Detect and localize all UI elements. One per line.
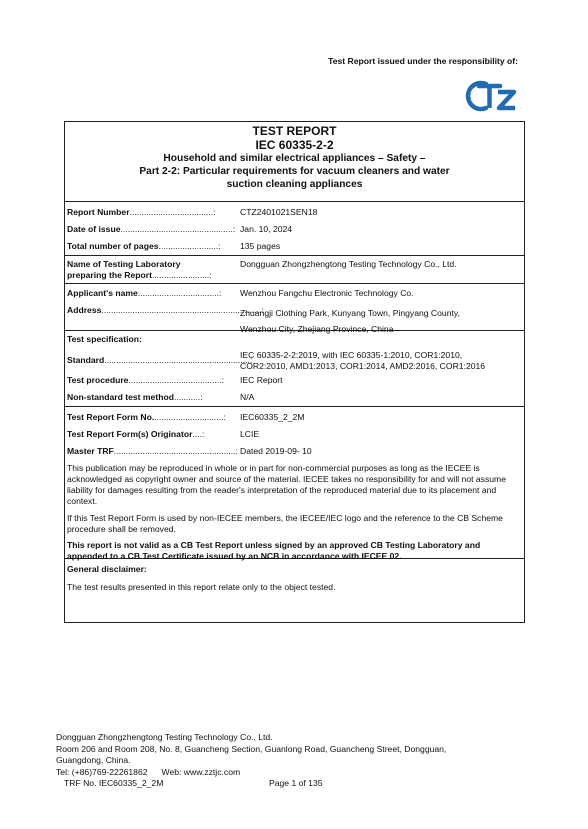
standard-row: Standard.............................................................: IEC 60335-2-2:2019, with IEC 60335-1:2010, COR1:2010, COR2:2010, AMD1:2013, COR1:2014, AMD2:2016, COR1:2016: [65, 348, 524, 372]
footer-address-2: Guangdong, China.: [56, 755, 131, 765]
report-number-label: Report Number: [67, 207, 130, 217]
form-no: IEC60335_2_2M: [240, 412, 305, 422]
nonstd-method: N/A: [240, 392, 255, 402]
footer-page-number: Page 1 of 135: [269, 778, 323, 788]
applicant-name-row: Applicant's name..................................: Wenzhou Fangchu Electronic Technology Co.: [65, 285, 524, 302]
report-title: TEST REPORT: [252, 124, 337, 138]
lab-label-2: preparing the Report: [67, 270, 152, 280]
title-line-2: Part 2-2: Particular requirements for vacuum cleaners and water: [139, 166, 450, 177]
form-no-label: Test Report Form No.: [67, 412, 155, 422]
procedure-row: Test procedure.......................................: IEC Report: [65, 372, 524, 389]
non-iecee-notice: If this Test Report Form is used by non-IECEE members, the IECEE/IEC logo and the reference to the CB Scheme procedure shall be removed.: [67, 513, 503, 534]
report-frame: [64, 121, 525, 623]
copyright-notice: This publication may be reproduced in whole or in part for non-commercial purposes as long as the IECEE is acknowledged as copyright owner and source of the material. IECEE takes no responsibility for and will not assume liability for damages resulting from the reader's interpretation of the reproduced material due to its placement and context.: [67, 463, 506, 506]
master-trf: Dated 2019-09- 10: [240, 446, 312, 456]
applicant-name-label: Applicant's name: [67, 288, 138, 298]
spec-section: [65, 331, 524, 407]
standard-line-1: IEC 60335-2-2:2019, with IEC 60335-1:2010, COR1:2010,: [240, 350, 463, 360]
report-title-block: [65, 122, 524, 202]
title-line-1: Household and similar electrical appliances – Safety –: [163, 153, 426, 164]
test-procedure: IEC Report: [240, 375, 283, 385]
footer-trf: TRF No. IEC60335_2_2M: [64, 778, 164, 788]
footer-web: Web: www.zztjc.com: [161, 766, 241, 777]
originator-label: Test Report Form(s) Originator: [67, 429, 193, 439]
standard-title: IEC 60335-2-2: [255, 138, 334, 152]
date-of-issue-row: Date of issue...............................................: Jan. 10, 2024: [65, 221, 524, 238]
address-row: Address...................................................................: Zhuangji Clothing Park, Kunyang Town, Pingyang County, Wenzhou City, Zhejiang Province, China: [65, 302, 524, 330]
ctz-logo: [466, 78, 518, 114]
responsibility-note: Test Report issued under the responsibility of:: [328, 56, 518, 66]
address-line-1: Zhuangji Clothing Park, Kunyang Town, Pingyang County,: [240, 308, 460, 318]
disclaimer-section: [65, 559, 524, 595]
lab-section: Name of Testing Laboratory preparing the Report........................: Dongguan Zhongzhengtong Testing Technology Co., Ltd.: [65, 256, 524, 284]
total-pages-row: Total number of pages.........................: 135 pages: [65, 238, 524, 255]
standard-label: Standard: [67, 355, 105, 365]
address-label: Address: [67, 305, 102, 315]
lab-name: Dongguan Zhongzhengtong Testing Technology Co., Ltd.: [240, 259, 457, 269]
total-pages: 135 pages: [240, 241, 281, 251]
validity-notice: This report is not valid as a CB Test Report unless signed by an approved CB Testing Laboratory and appended to a CB Test Certificate issued by an NCB in accordance with IECEE 02.: [67, 540, 481, 561]
disclaimer-text: The test results presented in this report relate only to the object tested.: [67, 582, 336, 592]
procedure-label: Test procedure: [67, 375, 129, 385]
footer-company: Dongguan Zhongzhengtong Testing Technology Co., Ltd.: [56, 732, 273, 742]
originator-row: Test Report Form(s) Originator....: LCIE: [65, 426, 524, 443]
nonstd-label: Non-standard test method: [67, 392, 174, 402]
form-no-row: Test Report Form No..............................: IEC60335_2_2M: [65, 409, 524, 426]
spec-heading: Test specification:: [67, 334, 142, 344]
footer-address-1: Room 206 and Room 208, No. 8, Guancheng Section, Guanlong Road, Guancheng Street, Dongguan,: [56, 743, 447, 754]
report-number-row: Report Number...................................: CTZ2401021SEN18: [65, 204, 524, 221]
applicant-section: [65, 284, 524, 334]
lab-label-1: Name of Testing Laboratory: [67, 259, 181, 269]
page-footer: [56, 732, 526, 790]
originator: LCIE: [240, 429, 260, 439]
date-label: Date of issue: [67, 224, 121, 234]
form-and-notices-section: [65, 407, 524, 559]
report-info-section: [65, 202, 524, 256]
disclaimer-heading: General disclaimer:: [67, 564, 147, 574]
report-number: CTZ2401021SEN18: [240, 207, 318, 217]
master-trf-row: Master TRF...................................................: Dated 2019-09- 10: [65, 443, 524, 460]
address-line-2: Wenzhou City, Zhejiang Province, China: [240, 324, 394, 334]
pages-label: Total number of pages: [67, 241, 159, 251]
master-trf-label: Master TRF: [67, 446, 114, 456]
nonstd-row: Non-standard test method...........: N/A: [65, 389, 524, 406]
standard-line-2: COR2:2010, AMD1:2013, COR1:2014, AMD2:2016, COR1:2016: [240, 361, 486, 371]
date-of-issue: Jan. 10, 2024: [240, 224, 293, 234]
footer-tel: Tel: (+86)769-22261862: [56, 766, 148, 777]
title-line-3: suction cleaning appliances: [226, 179, 363, 190]
applicant-name: Wenzhou Fangchu Electronic Technology Co.: [240, 288, 414, 298]
